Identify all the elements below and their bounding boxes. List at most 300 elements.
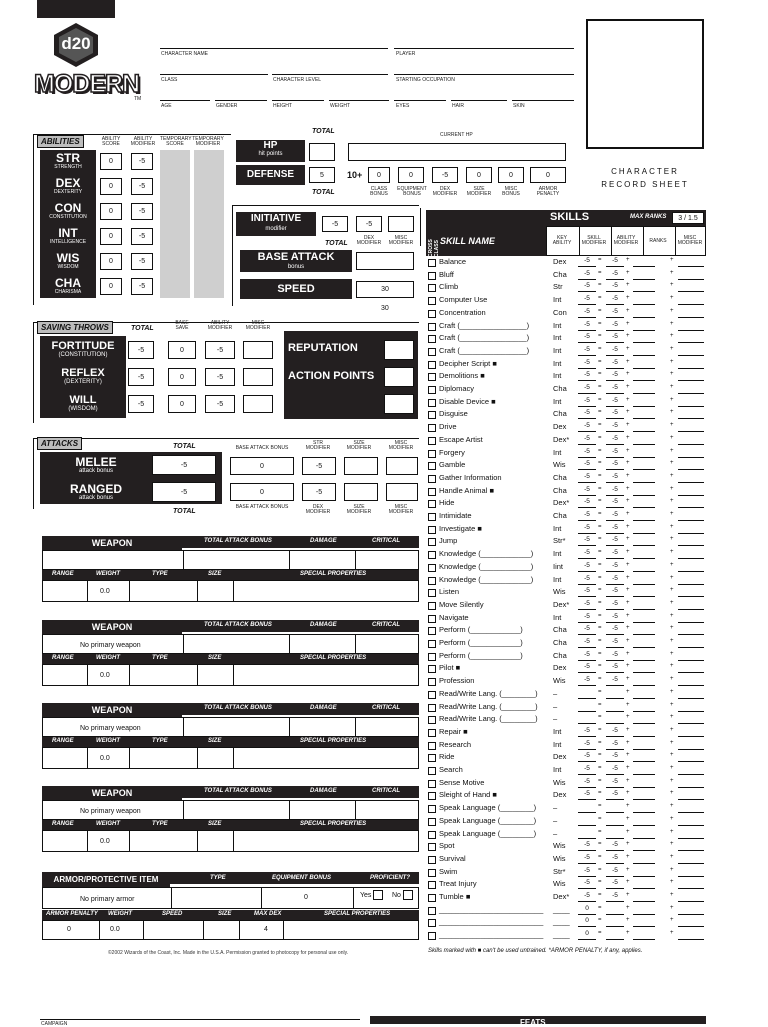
skill-name: Escape Artist (439, 434, 483, 444)
skill-misc[interactable] (678, 702, 704, 712)
skill-row (428, 333, 706, 346)
skill-key-ability: Cha (553, 269, 567, 279)
melee-str-mod[interactable]: -5 (302, 457, 336, 475)
skill-class-checkbox[interactable] (428, 284, 436, 292)
skill-misc[interactable] (678, 854, 704, 864)
skill-ranks[interactable] (633, 359, 655, 369)
skill-ranks[interactable] (633, 600, 655, 610)
skill-ranks[interactable] (633, 321, 655, 331)
save-misc-reflex[interactable] (243, 368, 273, 386)
skill-class-checkbox[interactable] (428, 361, 436, 369)
skill-misc[interactable] (678, 689, 704, 699)
defense-class-bonus[interactable]: 0 (368, 167, 390, 183)
skill-ranks[interactable] (633, 460, 655, 470)
skill-class-checkbox[interactable] (428, 665, 436, 673)
skill-misc[interactable] (678, 524, 704, 534)
defense-equip-bonus[interactable]: 0 (398, 167, 424, 183)
skill-misc[interactable] (678, 752, 704, 762)
skill-ranks[interactable] (633, 473, 655, 483)
save-ability-will: -5 (205, 395, 235, 413)
armor-weight[interactable]: 0.0 (110, 926, 120, 933)
weapon-name[interactable]: No primary weapon (80, 725, 141, 732)
skill-class-checkbox[interactable] (428, 856, 436, 864)
skill-name: _________________________ (439, 904, 544, 914)
temp-score-str[interactable] (164, 153, 186, 170)
save-base-will[interactable]: 0 (168, 395, 196, 413)
attacks-dex-label: DEX MODIFIER (305, 504, 331, 515)
critical-header: CRITICAL (372, 705, 400, 711)
skill-misc[interactable] (678, 714, 704, 724)
skill-misc[interactable] (678, 816, 704, 826)
plus-sign: + (626, 917, 630, 924)
skill-ranks[interactable] (633, 905, 655, 915)
skill-misc[interactable] (678, 448, 704, 458)
skill-class-checkbox[interactable] (428, 323, 436, 331)
skill-name: Craft (________________) (439, 320, 530, 330)
skill-ability-mod (606, 803, 624, 813)
plus-sign: + (670, 549, 674, 556)
skill-ranks[interactable] (633, 511, 655, 521)
save-misc-fortitude[interactable] (243, 341, 273, 359)
skill-class-checkbox[interactable] (428, 754, 436, 762)
skill-ranks[interactable] (633, 892, 655, 902)
skill-key-ability: – (553, 688, 558, 698)
skill-misc[interactable] (678, 371, 704, 381)
attacks-misc-label-top: MISC MODIFIER (388, 440, 414, 451)
skill-misc[interactable] (678, 803, 704, 813)
reputation-field[interactable] (384, 340, 414, 360)
plus-sign: + (626, 688, 630, 695)
weapon-weight[interactable]: 0.0 (100, 755, 110, 762)
equals-sign: = (598, 650, 602, 657)
skill-ranks[interactable] (633, 816, 655, 826)
skill-ranks[interactable] (633, 854, 655, 864)
skill-ranks[interactable] (633, 752, 655, 762)
ability-score-int[interactable]: 0 (100, 228, 122, 245)
hp-total-field[interactable] (309, 143, 335, 161)
weapon-weight[interactable]: 0.0 (100, 672, 110, 679)
skill-ranks[interactable] (633, 575, 655, 585)
skill-ranks[interactable] (633, 790, 655, 800)
skill-misc[interactable] (678, 257, 704, 267)
skill-misc[interactable] (678, 930, 704, 940)
skill-ranks[interactable] (633, 613, 655, 623)
skill-ability-mod: -5 (606, 422, 624, 432)
temp-mod-int[interactable] (198, 228, 220, 245)
initiative-dex[interactable]: -5 (356, 216, 382, 232)
skill-class-checkbox[interactable] (428, 259, 436, 267)
skill-class-checkbox[interactable] (428, 894, 436, 902)
skill-misc[interactable] (678, 409, 704, 419)
skill-misc[interactable] (678, 651, 704, 661)
plus-sign: + (670, 574, 674, 581)
equals-sign: = (598, 765, 602, 771)
skill-ranks[interactable] (633, 689, 655, 699)
skill-misc[interactable] (678, 917, 704, 927)
skill-misc[interactable] (678, 600, 704, 610)
armor-bonus[interactable]: 0 (304, 894, 308, 901)
skill-misc[interactable] (678, 333, 704, 343)
weapon-name[interactable]: No primary weapon (80, 808, 141, 815)
skill-class-checkbox[interactable] (428, 411, 436, 419)
ability-score-dex[interactable]: 0 (100, 178, 122, 195)
weapon-weight[interactable]: 0.0 (100, 838, 110, 845)
skill-ranks[interactable] (633, 638, 655, 648)
skill-ability-mod: -5 (606, 346, 624, 356)
skill-ranks[interactable] (633, 765, 655, 775)
skill-misc[interactable] (678, 727, 704, 737)
plus-sign: + (626, 866, 630, 873)
skill-name: Forgery (439, 447, 465, 457)
melee-bab[interactable]: 0 (230, 457, 294, 475)
plus-sign: + (626, 574, 630, 581)
melee-size-mod[interactable] (344, 457, 378, 475)
skill-class-checkbox[interactable] (428, 691, 436, 699)
weapon-block (42, 536, 419, 614)
skill-class-checkbox[interactable] (428, 577, 436, 585)
current-hp-field[interactable] (348, 143, 566, 161)
skill-misc[interactable] (678, 663, 704, 673)
skill-modifier: 0 (578, 930, 596, 940)
weapon-name[interactable]: No primary weapon (80, 642, 141, 649)
skill-modifier: -5 (578, 638, 596, 648)
skill-modifier: -5 (578, 435, 596, 445)
skill-name: Perform (____________) (439, 625, 523, 635)
skill-class-checkbox[interactable] (428, 818, 436, 826)
skill-misc[interactable] (678, 676, 704, 686)
save-base-fortitude[interactable]: 0 (168, 341, 196, 359)
action-points-field[interactable] (384, 367, 414, 387)
skill-row (428, 308, 706, 321)
temp-score-dex[interactable] (164, 178, 186, 195)
skill-ranks[interactable] (633, 270, 655, 280)
ranged-size-mod[interactable] (344, 483, 378, 501)
melee-misc-mod[interactable] (386, 457, 418, 475)
skill-row (428, 905, 706, 918)
skill-misc[interactable] (678, 498, 704, 508)
skill-misc[interactable] (678, 321, 704, 331)
ranged-bab[interactable]: 0 (230, 483, 294, 501)
skill-ranks[interactable] (633, 930, 655, 940)
skill-class-checkbox[interactable] (428, 869, 436, 877)
skill-class-checkbox[interactable] (428, 602, 436, 610)
skill-class-checkbox[interactable] (428, 831, 436, 839)
skill-class-checkbox[interactable] (428, 564, 436, 572)
temp-score-col: TEMPORARY SCORE (160, 136, 192, 147)
skill-class-checkbox[interactable] (428, 716, 436, 724)
portrait-box[interactable] (586, 19, 704, 149)
skill-class-checkbox[interactable] (428, 627, 436, 635)
temp-mod-con[interactable] (198, 203, 220, 220)
skill-class-checkbox[interactable] (428, 462, 436, 470)
skill-ranks[interactable] (633, 282, 655, 292)
armor-maxdex[interactable]: 4 (264, 926, 268, 933)
skill-key-ability: Int (553, 358, 562, 368)
skill-ranks[interactable] (633, 651, 655, 661)
skill-class-checkbox[interactable] (428, 805, 436, 813)
skill-misc[interactable] (678, 295, 704, 305)
skill-misc[interactable] (678, 435, 704, 445)
skill-key-ability: Dex* (553, 892, 570, 901)
skill-misc[interactable] (678, 740, 704, 750)
plus-sign: + (670, 587, 674, 594)
ability-score-str[interactable]: 0 (100, 153, 122, 170)
skill-modifier: -5 (578, 536, 596, 546)
temp-score-cha[interactable] (164, 278, 186, 295)
skill-ranks[interactable] (633, 435, 655, 445)
skill-ranks[interactable] (633, 663, 655, 673)
skill-class-checkbox[interactable] (428, 704, 436, 712)
plus-sign: + (670, 460, 674, 467)
skill-ranks[interactable] (633, 879, 655, 889)
skill-ranks[interactable] (633, 917, 655, 927)
proficient-yes[interactable]: Yes (360, 890, 383, 900)
skill-ranks[interactable] (633, 498, 655, 508)
skill-ranks[interactable] (633, 333, 655, 343)
temp-score-wis[interactable] (164, 253, 186, 270)
skill-class-checkbox[interactable] (428, 310, 436, 318)
extra-field[interactable] (384, 394, 414, 414)
skill-ranks[interactable] (633, 536, 655, 546)
skill-misc[interactable] (678, 397, 704, 407)
skill-misc[interactable] (678, 562, 704, 572)
skill-class-checkbox[interactable] (428, 907, 436, 915)
skill-misc[interactable] (678, 892, 704, 902)
skill-class-checkbox[interactable] (428, 932, 436, 940)
plus-sign: + (670, 345, 674, 352)
skill-name: _________________________ (439, 917, 544, 927)
skill-modifier (578, 689, 596, 699)
skill-misc[interactable] (678, 879, 704, 889)
skill-ranks[interactable] (633, 829, 655, 839)
skill-misc[interactable] (678, 422, 704, 432)
skill-class-checkbox[interactable] (428, 919, 436, 927)
skill-row (428, 562, 706, 575)
skill-name: Spot (439, 841, 455, 851)
skill-class-checkbox[interactable] (428, 742, 436, 750)
skill-ranks[interactable] (633, 448, 655, 458)
skill-ranks[interactable] (633, 562, 655, 572)
skill-ranks[interactable] (633, 295, 655, 305)
skill-misc[interactable] (678, 486, 704, 496)
skill-class-checkbox[interactable] (428, 424, 436, 432)
skill-ranks[interactable] (633, 486, 655, 496)
skill-ranks[interactable] (633, 422, 655, 432)
plus-sign: + (626, 345, 630, 352)
skill-ranks[interactable] (633, 587, 655, 597)
skill-row (428, 702, 706, 715)
skill-ranks[interactable] (633, 371, 655, 381)
weapon-title: WEAPON (42, 786, 182, 800)
skill-misc[interactable] (678, 549, 704, 559)
type-header: TYPE (152, 738, 168, 744)
skill-class-checkbox[interactable] (428, 589, 436, 597)
skill-class-checkbox[interactable] (428, 437, 436, 445)
skill-ranks[interactable] (633, 727, 655, 737)
skill-name: Speak Language (________) (439, 803, 537, 813)
plus-sign: + (670, 777, 674, 784)
skill-misc[interactable] (678, 536, 704, 546)
skill-class-checkbox[interactable] (428, 678, 436, 686)
defense-misc-bonus[interactable]: 0 (498, 167, 524, 183)
skill-ranks[interactable] (633, 676, 655, 686)
skill-class-checkbox[interactable] (428, 551, 436, 559)
temp-score-int[interactable] (164, 228, 186, 245)
skill-misc[interactable] (678, 625, 704, 635)
skill-class-checkbox[interactable] (428, 373, 436, 381)
skill-class-checkbox[interactable] (428, 640, 436, 648)
speed-field[interactable]: 30 (356, 281, 414, 298)
base-attack-field[interactable] (356, 252, 414, 270)
skill-key-ability: – (553, 803, 558, 813)
save-base-reflex[interactable]: 0 (168, 368, 196, 386)
temp-mod-dex[interactable] (198, 178, 220, 195)
ability-score-wis[interactable]: 0 (100, 253, 122, 270)
skill-ranks[interactable] (633, 524, 655, 534)
armor-name[interactable]: No primary armor (80, 896, 135, 903)
skill-misc[interactable] (678, 778, 704, 788)
skill-class-checkbox[interactable] (428, 297, 436, 305)
skill-misc[interactable] (678, 587, 704, 597)
skill-row (428, 879, 706, 892)
skill-ranks[interactable] (633, 409, 655, 419)
skill-misc[interactable] (678, 384, 704, 394)
skill-ranks[interactable] (633, 625, 655, 635)
skill-misc[interactable] (678, 473, 704, 483)
defense-label: DEFENSE (236, 165, 305, 185)
weapon-weight[interactable]: 0.0 (100, 588, 110, 595)
plus-sign: + (626, 422, 630, 429)
skill-misc[interactable] (678, 638, 704, 648)
skill-ranks[interactable] (633, 803, 655, 813)
plus-sign: + (626, 739, 630, 746)
skill-ability-mod: -5 (606, 638, 624, 648)
temp-mod-str[interactable] (198, 153, 220, 170)
cross-class-label: CROSS CLASS (428, 239, 440, 257)
skill-name: Search (439, 765, 463, 774)
save-label-reflex: REFLEX (DEXTERITY) (61, 367, 105, 385)
skill-class-checkbox[interactable] (428, 615, 436, 623)
equals-sign: = (598, 384, 602, 390)
skills-footnote: Skills marked with ■ can't be used untrained. *ARMOR PENALTY, if any, applies. (428, 948, 643, 954)
skill-misc[interactable] (678, 905, 704, 915)
plus-sign: + (670, 612, 674, 619)
initiative-misc[interactable] (388, 216, 414, 232)
skill-misc[interactable] (678, 359, 704, 369)
skill-class-checkbox[interactable] (428, 500, 436, 508)
skill-misc[interactable] (678, 613, 704, 623)
melee-total: -5 (152, 455, 216, 475)
temp-mod-cha[interactable] (198, 278, 220, 295)
skill-misc[interactable] (678, 829, 704, 839)
skill-class-checkbox[interactable] (428, 881, 436, 889)
armor-equip-header: EQUIPMENT BONUS (272, 875, 332, 881)
skill-class-checkbox[interactable] (428, 729, 436, 737)
skill-misc[interactable] (678, 511, 704, 521)
max-ranks-field[interactable]: 3 / 1.5 (672, 212, 704, 224)
skill-class-checkbox[interactable] (428, 792, 436, 800)
save-misc-will[interactable] (243, 395, 273, 413)
skill-ranks[interactable] (633, 740, 655, 750)
skill-key-ability: Int (553, 612, 562, 622)
temp-mod-wis[interactable] (198, 253, 220, 270)
skill-ranks[interactable] (633, 778, 655, 788)
skill-class-checkbox[interactable] (428, 475, 436, 483)
skill-ranks[interactable] (633, 702, 655, 712)
critical-header: CRITICAL (372, 788, 400, 794)
defense-size-mod[interactable]: 0 (466, 167, 492, 183)
skill-class-checkbox[interactable] (428, 386, 436, 394)
skill-ranks[interactable] (633, 257, 655, 267)
plus-sign: + (626, 638, 630, 644)
skill-ranks[interactable] (633, 867, 655, 877)
plus-sign: + (626, 269, 630, 276)
skill-ranks[interactable] (633, 841, 655, 851)
skill-ranks[interactable] (633, 346, 655, 356)
skill-class-checkbox[interactable] (428, 450, 436, 458)
ranged-misc-mod[interactable] (386, 483, 418, 501)
skill-class-checkbox[interactable] (428, 538, 436, 546)
skill-misc[interactable] (678, 575, 704, 585)
equals-sign: = (598, 676, 602, 683)
skill-ranks[interactable] (633, 308, 655, 318)
skill-class-checkbox[interactable] (428, 348, 436, 356)
skill-misc[interactable] (678, 790, 704, 800)
skill-class-checkbox[interactable] (428, 488, 436, 496)
plus-sign: + (670, 536, 674, 543)
ability-score-cha[interactable]: 0 (100, 278, 122, 295)
skill-class-checkbox[interactable] (428, 780, 436, 788)
skill-ranks[interactable] (633, 384, 655, 394)
skill-misc[interactable] (678, 346, 704, 356)
skill-row (428, 600, 706, 613)
skill-misc[interactable] (678, 270, 704, 280)
skill-misc[interactable] (678, 841, 704, 851)
temp-score-con[interactable] (164, 203, 186, 220)
feats-header: FEATS (520, 1018, 546, 1027)
skill-class-checkbox[interactable] (428, 843, 436, 851)
attacks-misc-label-bottom: MISC MODIFIER (388, 504, 414, 515)
skill-class-checkbox[interactable] (428, 399, 436, 407)
defense-armor-penalty[interactable]: 0 (530, 167, 566, 183)
skill-name: Balance (439, 257, 467, 266)
armor-penalty[interactable]: 0 (67, 926, 71, 933)
ability-score-con[interactable]: 0 (100, 203, 122, 220)
skill-class-checkbox[interactable] (428, 526, 436, 534)
skill-misc[interactable] (678, 867, 704, 877)
defense-dex-mod[interactable]: -5 (432, 167, 458, 183)
ability-mod-int: -5 (131, 228, 153, 245)
skill-ranks[interactable] (633, 714, 655, 724)
skill-misc[interactable] (678, 460, 704, 470)
skill-class-checkbox[interactable] (428, 513, 436, 521)
equals-sign: = (598, 574, 602, 581)
ranged-dex-mod[interactable]: -5 (302, 483, 336, 501)
skill-modifier: -5 (578, 282, 596, 292)
skill-misc[interactable] (678, 282, 704, 292)
skill-ranks[interactable] (633, 397, 655, 407)
skill-misc[interactable] (678, 765, 704, 775)
skill-ability-mod: -5 (606, 524, 624, 534)
skill-misc[interactable] (678, 308, 704, 318)
skill-class-checkbox[interactable] (428, 767, 436, 775)
skill-name: Treat Injury (439, 879, 477, 889)
proficient-no[interactable]: No (392, 890, 413, 900)
skill-ranks[interactable] (633, 549, 655, 559)
skill-class-checkbox[interactable] (428, 335, 436, 343)
skill-class-checkbox[interactable] (428, 653, 436, 661)
skill-class-checkbox[interactable] (428, 272, 436, 280)
